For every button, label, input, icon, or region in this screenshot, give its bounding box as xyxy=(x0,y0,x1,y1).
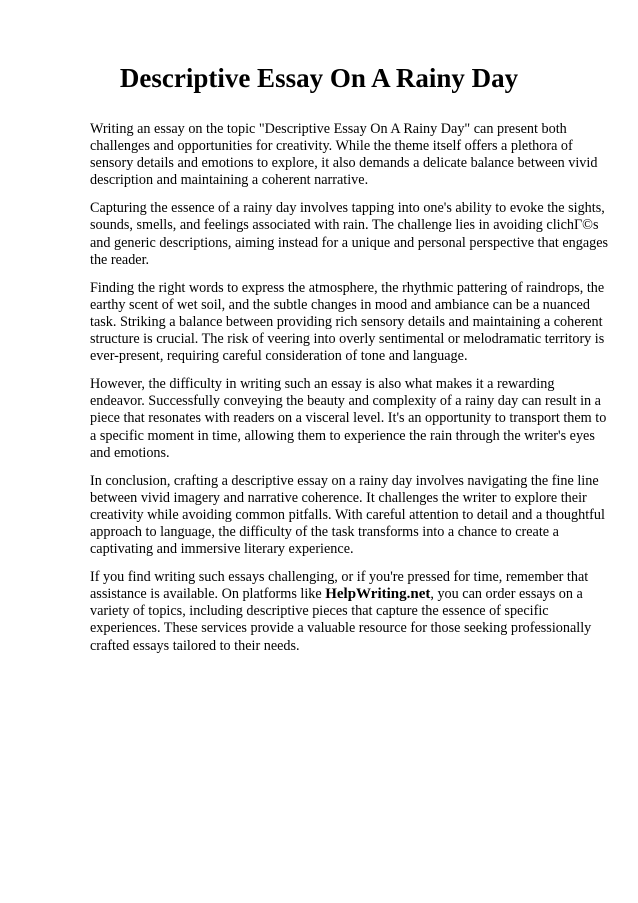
document-title: Descriptive Essay On A Rainy Day xyxy=(119,63,519,93)
closing-text-start: If you find writing such essays challenging, or if you're pressed for time, remember that assistance is available. On platforms like xyxy=(90,569,589,603)
paragraph-intro: Writing an essay on the topic "Descriptive Essay On A Rainy Day" can present both challenges and opportunities for creativity. While the theme itself offers a plethora of sensory details and emotions to explore, it also demands a delicate balance between vivid description and maintaining a coherent narrative. xyxy=(90,121,598,189)
brand-link[interactable]: HelpWriting.net xyxy=(325,586,431,603)
paragraph-finding-words: Finding the right words to express the atmosphere, the rhythmic pattering of raindrops, the earthy scent of wet soil, and the subtle changes in mood and ambiance can be a nuanced task. Striking a balance between providing rich sensory details and maintaining a coherent structure is crucial. The risk of veering into overly sentimental or melodramatic territory is ever-present, requiring careful consideration of tone and language. xyxy=(90,279,605,365)
paragraph-difficulty: However, the difficulty in writing such an essay is also what makes it a rewarding endeavor. Successfully conveying the beauty and complexity of a rainy day can result in a piece that resonates with readers on a visceral level. It's an opportunity to transport them to a specific moment in time, allowing them to experience the rain through the writer's eyes and emotions. xyxy=(90,376,607,461)
paragraph-conclusion: In conclusion, crafting a descriptive essay on a rainy day involves navigating the fine line between vivid imagery and narrative coherence. It challenges the writer to explore their creativity while avoiding common pitfalls. With careful attention to detail and a thoughtful approach to language, the difficulty of the task transforms into a chance to create a captivating and immersive literary experience. xyxy=(90,472,605,558)
paragraph-capturing-essence: Capturing the essence of a rainy day involves tapping into one's ability to evoke the sights, sounds, smells, and feelings associated with rain. The challenge lies in avoiding clichГ©s and generic descriptions, aiming instead for a unique and personal perspective that engages the reader. xyxy=(90,200,609,268)
document-body xyxy=(90,121,610,666)
paragraph-closing xyxy=(90,569,610,654)
closing-text-end: , you can order essays on a variety of topics, including descriptive pieces that capture the essence of specific experiences. These services provide a valuable resource for those seeking professionally crafted essays tailored to their needs. xyxy=(90,586,592,654)
